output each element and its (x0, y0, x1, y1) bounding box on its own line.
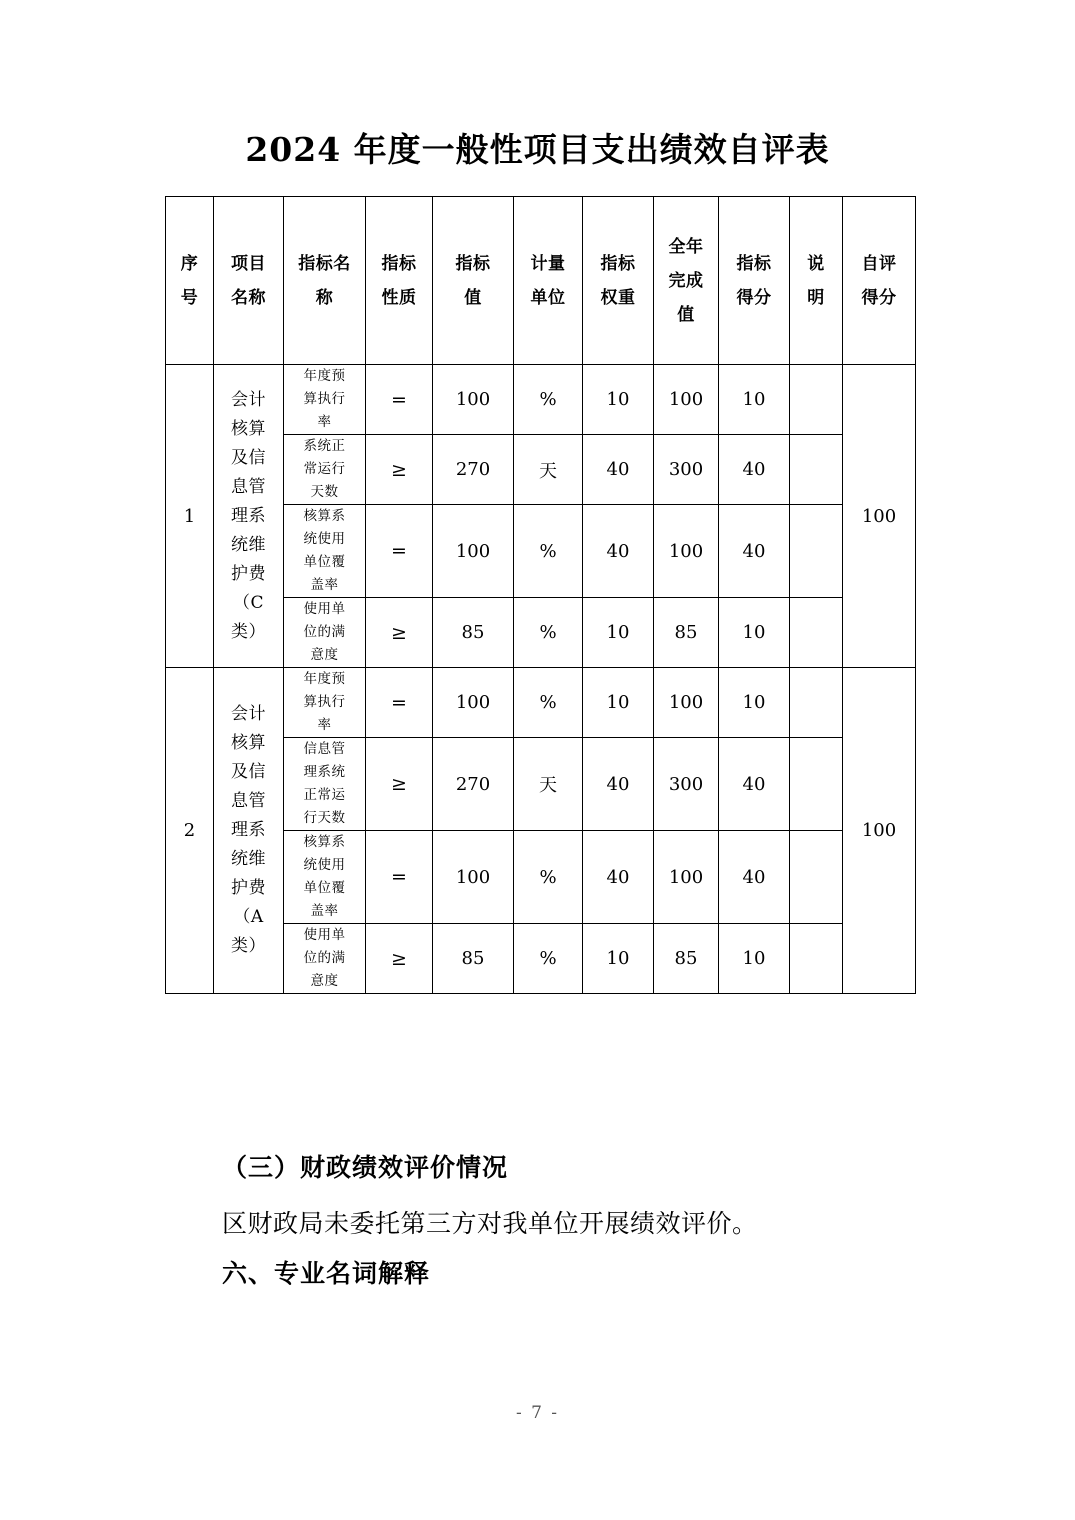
page-title: 2024 年度一般性项目支出绩效自评表 (245, 130, 830, 169)
cell-unit: 天 (514, 435, 583, 505)
cell-indicator-score: 10 (719, 365, 790, 435)
text-line: 单位覆 (303, 880, 346, 896)
text-line: 年度预 (303, 671, 346, 687)
cell-weight: 10 (583, 365, 654, 435)
text-line: 及信 (231, 762, 266, 782)
cell-indicator-value: 100 (433, 668, 514, 738)
cell-indicator-name (284, 924, 366, 994)
text-line: 指标名 (298, 253, 351, 274)
performance-self-evaluation-table (165, 196, 916, 994)
cell-indicator-name (284, 831, 366, 924)
text-line: 明 (807, 287, 825, 308)
section-heading-three: （三）财政绩效评价情况 (222, 1153, 509, 1182)
cell-annual-completion: 100 (654, 365, 719, 435)
cell-indicator-value: 85 (433, 598, 514, 668)
text-line: 值 (677, 304, 695, 325)
header-project-name (214, 197, 284, 365)
text-line: 使用单 (303, 601, 346, 617)
cell-indicator-nature: = (366, 505, 433, 598)
cell-indicator-score: 40 (719, 831, 790, 924)
cell-weight: 40 (583, 738, 654, 831)
cell-remark (790, 435, 843, 505)
header-annual-completion (654, 197, 719, 365)
text-line: 率 (317, 414, 332, 430)
text-line: 会计 (231, 389, 266, 410)
table-header-row (166, 197, 916, 365)
text-line: 权重 (600, 287, 636, 308)
cell-annual-completion: 100 (654, 668, 719, 738)
cell-remark (790, 738, 843, 831)
cell-indicator-value: 270 (433, 435, 514, 505)
cell-weight: 10 (583, 598, 654, 668)
cell-indicator-nature: ≥ (366, 598, 433, 668)
text-line: （C (232, 592, 264, 613)
text-line: 息管 (231, 791, 266, 811)
cell-indicator-value: 85 (433, 924, 514, 994)
cell-indicator-name (284, 738, 366, 831)
header-indicator-name (284, 197, 366, 365)
text-line: 值 (464, 287, 482, 308)
header-indicator-nature (366, 197, 433, 365)
text-line: 指标 (455, 253, 491, 274)
text-line: 核算系 (303, 834, 346, 850)
text-line: 意度 (310, 647, 339, 663)
cell-unit: % (514, 831, 583, 924)
text-line: 算执行 (303, 694, 346, 710)
cell-weight: 40 (583, 435, 654, 505)
section-heading-six: 六、专业名词解释 (222, 1259, 431, 1288)
cell-unit: % (514, 365, 583, 435)
text-line: 类） (231, 936, 266, 956)
cell-seq: 2 (166, 668, 214, 994)
text-line: 位的满 (303, 950, 346, 966)
cell-indicator-nature: ≥ (366, 924, 433, 994)
cell-annual-completion: 100 (654, 831, 719, 924)
text-line: 说 (807, 253, 825, 274)
cell-indicator-value: 100 (433, 505, 514, 598)
text-line: 行天数 (303, 810, 346, 826)
text-line: 统使用 (303, 531, 346, 547)
text-line: 系统正 (303, 438, 346, 454)
text-line: 全年 (668, 236, 704, 257)
cell-indicator-score: 10 (719, 924, 790, 994)
cell-unit: % (514, 924, 583, 994)
text-line: 核算 (231, 733, 266, 753)
cell-indicator-name (284, 668, 366, 738)
page-footer: - 7 - (515, 1403, 560, 1423)
cell-indicator-score: 10 (719, 668, 790, 738)
text-line: 核算 (231, 418, 266, 439)
cell-indicator-score: 40 (719, 738, 790, 831)
cell-unit: 天 (514, 738, 583, 831)
text-line: 完成 (668, 270, 704, 291)
text-line: 正常运 (303, 787, 346, 803)
cell-indicator-nature: ≥ (366, 738, 433, 831)
cell-remark (790, 505, 843, 598)
header-indicator-value (433, 197, 514, 365)
text-line: 护费 (231, 563, 266, 584)
text-line: 理系 (231, 505, 266, 526)
text-line: 类） (231, 621, 266, 642)
cell-annual-completion: 100 (654, 505, 719, 598)
cell-unit: % (514, 598, 583, 668)
cell-indicator-name (284, 365, 366, 435)
header-unit (514, 197, 583, 365)
text-line: 统维 (231, 849, 266, 869)
text-line: 天数 (310, 484, 339, 500)
text-line: 性质 (381, 287, 417, 308)
cell-weight: 10 (583, 668, 654, 738)
cell-annual-completion: 300 (654, 435, 719, 505)
cell-indicator-nature: = (366, 365, 433, 435)
cell-remark (790, 831, 843, 924)
cell-indicator-value: 100 (433, 831, 514, 924)
text-line: 算执行 (303, 391, 346, 407)
table-row (166, 668, 916, 738)
cell-project-name (214, 668, 284, 994)
cell-weight: 40 (583, 505, 654, 598)
text-line: 指标 (600, 253, 636, 274)
cell-indicator-name (284, 505, 366, 598)
text-line: 会计 (231, 704, 266, 724)
text-line: 名称 (231, 287, 266, 308)
text-line: 常运行 (303, 461, 346, 477)
cell-indicator-nature: = (366, 831, 433, 924)
text-line: 单位覆 (303, 554, 346, 570)
header-indicator-score (719, 197, 790, 365)
cell-unit: % (514, 505, 583, 598)
cell-indicator-nature: ≥ (366, 435, 433, 505)
text-line: 称 (315, 287, 334, 308)
cell-remark (790, 668, 843, 738)
cell-seq: 1 (166, 365, 214, 668)
cell-indicator-name (284, 598, 366, 668)
cell-remark (790, 598, 843, 668)
cell-indicator-score: 10 (719, 598, 790, 668)
text-line: 自评 (861, 253, 897, 274)
text-line: 序 (180, 253, 199, 274)
text-line: 理系 (231, 820, 266, 840)
cell-annual-completion: 300 (654, 738, 719, 831)
text-line: 计量 (530, 253, 566, 274)
cell-indicator-nature: = (366, 668, 433, 738)
header-seq (166, 197, 214, 365)
table-row (166, 365, 916, 435)
text-line: 核算系 (303, 508, 346, 524)
cell-indicator-score: 40 (719, 435, 790, 505)
cell-weight: 40 (583, 831, 654, 924)
cell-annual-completion: 85 (654, 924, 719, 994)
cell-remark (790, 365, 843, 435)
cell-indicator-value: 100 (433, 365, 514, 435)
text-line: 理系统 (303, 764, 346, 780)
text-line: 项目 (231, 253, 266, 274)
text-line: 得分 (736, 287, 772, 308)
text-line: 位的满 (303, 624, 346, 640)
header-weight (583, 197, 654, 365)
text-line: 指标 (381, 253, 417, 274)
cell-self-score: 100 (843, 365, 916, 668)
cell-indicator-value: 270 (433, 738, 514, 831)
text-line: 使用单 (303, 927, 346, 943)
text-line: 护费 (231, 878, 266, 898)
text-line: 得分 (861, 287, 897, 308)
text-line: 统维 (231, 534, 266, 555)
section-three-paragraph: 区财政局未委托第三方对我单位开展绩效评价。 (222, 1209, 758, 1238)
header-remark (790, 197, 843, 365)
cell-weight: 10 (583, 924, 654, 994)
cell-self-score: 100 (843, 668, 916, 994)
text-line: 信息管 (303, 741, 346, 757)
text-line: 盖率 (310, 577, 339, 593)
text-line: 单位 (530, 287, 566, 308)
text-line: 率 (317, 717, 332, 733)
text-line: 号 (180, 287, 199, 308)
text-line: 息管 (231, 476, 266, 497)
cell-indicator-score: 40 (719, 505, 790, 598)
cell-indicator-name (284, 435, 366, 505)
header-self-score (843, 197, 916, 365)
text-line: 盖率 (310, 903, 339, 919)
text-line: 意度 (310, 973, 339, 989)
text-line: 及信 (231, 447, 266, 468)
text-line: 年度预 (303, 368, 346, 384)
text-line: （A (233, 907, 264, 927)
text-line: 指标 (736, 253, 772, 274)
cell-project-name (214, 365, 284, 668)
table-body (166, 197, 916, 994)
cell-remark (790, 924, 843, 994)
text-line: 统使用 (303, 857, 346, 873)
cell-unit: % (514, 668, 583, 738)
cell-annual-completion: 85 (654, 598, 719, 668)
